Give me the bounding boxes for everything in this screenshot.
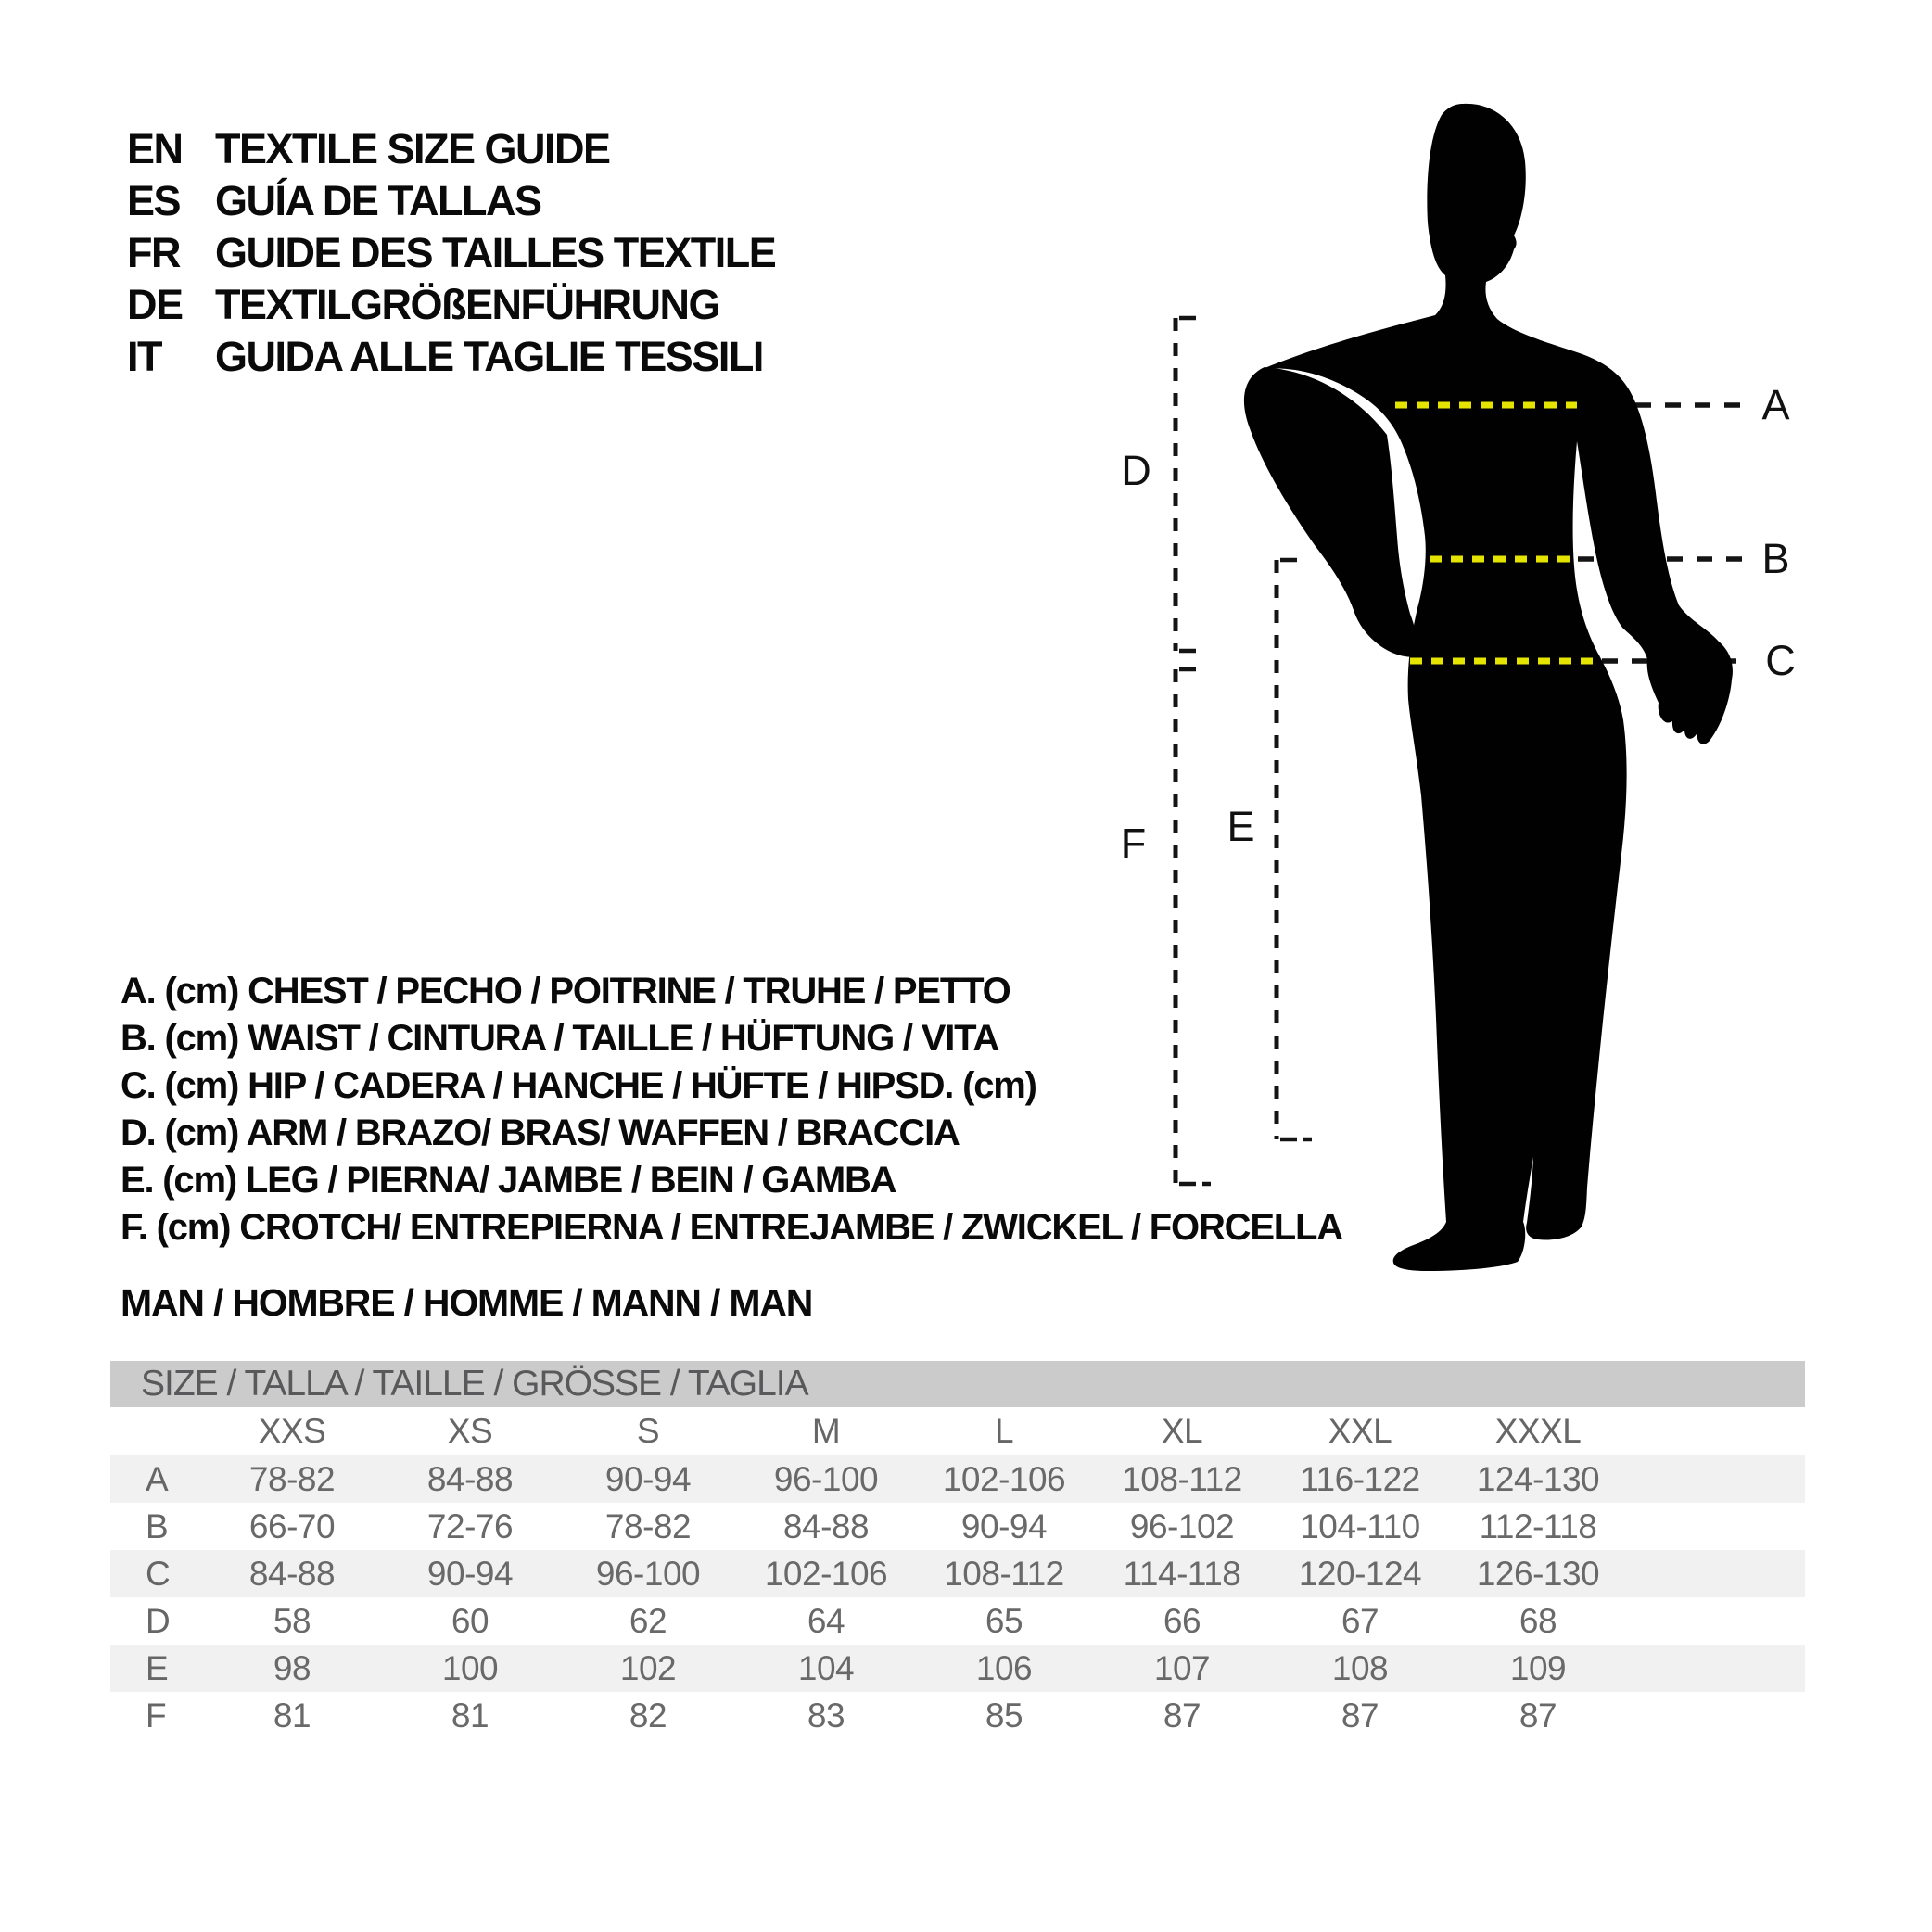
size-table-title-bar [110, 1361, 1805, 1407]
cell: 108-112 [944, 1554, 1064, 1593]
cell: 114-118 [1123, 1554, 1241, 1593]
cell: 84-88 [782, 1506, 870, 1545]
cell: 87 [1519, 1696, 1557, 1735]
label-crotch-F: F [1120, 820, 1146, 867]
cell: 84-88 [248, 1554, 336, 1593]
measurement-legend [121, 968, 1342, 1252]
label-waist-B: B [1761, 535, 1789, 582]
cell: 107 [1153, 1648, 1211, 1687]
cell: 126-130 [1476, 1554, 1600, 1593]
guide-title: GUÍA DE TALLAS [215, 177, 541, 224]
guide-title: GUIDA ALLE TAGLIE TESSILI [215, 333, 763, 380]
label-leg-E: E [1227, 803, 1254, 850]
label-hip-C: C [1765, 637, 1795, 684]
cell: 60 [451, 1601, 489, 1640]
cell: 83 [807, 1696, 845, 1735]
legend-line-waist: B. (cm) WAIST / CINTURA / TAILLE / HÜFTUNG / VITA [121, 1018, 999, 1059]
label-arm-D: D [1121, 447, 1150, 494]
cell: 66 [1163, 1601, 1201, 1640]
cell: 65 [985, 1601, 1023, 1640]
col-header-xxxl: XXXL [1494, 1412, 1582, 1450]
cell: 67 [1341, 1601, 1379, 1640]
table-row [110, 1645, 1805, 1692]
language-code: DE [127, 281, 183, 328]
col-header-m: M [811, 1412, 841, 1450]
cell: 104 [797, 1648, 855, 1687]
cell: 100 [441, 1648, 499, 1687]
legend-line-leg: E. (cm) LEG / PIERNA/ JAMBE / BEIN / GAMBA [121, 1160, 896, 1201]
cell: 87 [1163, 1696, 1201, 1735]
size-table [110, 1361, 1805, 1739]
row-label: F [146, 1696, 167, 1735]
table-row [110, 1455, 1805, 1503]
cell: 116-122 [1300, 1459, 1420, 1498]
cell: 96-100 [595, 1554, 701, 1593]
cell: 90-94 [426, 1554, 514, 1593]
cell: 81 [451, 1696, 489, 1735]
row-label: C [146, 1554, 171, 1593]
legend-line-crotch: F. (cm) CROTCH/ ENTREPIERNA / ENTREJAMBE / ZWICKEL / FORCELLA [121, 1207, 1342, 1248]
row-label: D [146, 1601, 171, 1640]
language-code: EN [127, 125, 183, 172]
cell: 85 [985, 1696, 1023, 1735]
legend-line-chest: A. (cm) CHEST / PECHO / POITRINE / TRUHE / PETTO [121, 971, 1010, 1011]
cell: 124-130 [1476, 1459, 1600, 1498]
table-row [110, 1503, 1805, 1550]
size-table-column-headers [110, 1407, 1805, 1455]
language-code: ES [127, 177, 181, 224]
cell: 68 [1519, 1601, 1557, 1640]
cell: 64 [807, 1601, 845, 1640]
cell: 112-118 [1479, 1506, 1597, 1545]
cell: 90-94 [604, 1459, 692, 1498]
cell: 108-112 [1122, 1459, 1242, 1498]
guide-title: GUIDE DES TAILLES TEXTILE [215, 229, 776, 276]
guide-title: TEXTILGRÖßENFÜHRUNG [215, 281, 719, 328]
col-header-s: S [636, 1412, 660, 1450]
label-chest-A: A [1761, 381, 1789, 428]
cell: 120-124 [1298, 1554, 1422, 1593]
guide-title: TEXTILE SIZE GUIDE [215, 125, 610, 172]
size-table-title: SIZE / TALLA / TAILLE / GRÖSSE / TAGLIA [141, 1364, 808, 1404]
cell: 102-106 [764, 1554, 888, 1593]
cell: 82 [629, 1696, 667, 1735]
cell: 102 [619, 1648, 677, 1687]
cell: 87 [1341, 1696, 1379, 1735]
cell: 102-106 [942, 1459, 1066, 1498]
cell: 66-70 [248, 1506, 336, 1545]
col-header-xxs: XXS [258, 1412, 326, 1450]
col-header-l: L [994, 1412, 1014, 1450]
row-label: B [146, 1506, 169, 1545]
col-header-xxl: XXL [1328, 1412, 1392, 1450]
table-row [110, 1550, 1805, 1597]
cell: 62 [629, 1601, 667, 1640]
cell: 96-100 [773, 1459, 879, 1498]
cell: 90-94 [960, 1506, 1048, 1545]
col-header-xs: XS [447, 1412, 493, 1450]
cell: 109 [1509, 1648, 1567, 1687]
cell: 81 [273, 1696, 311, 1735]
language-code: IT [127, 333, 161, 380]
cell: 104-110 [1300, 1506, 1420, 1545]
cell: 106 [975, 1648, 1033, 1687]
row-label: E [146, 1648, 169, 1687]
cell: 98 [273, 1648, 311, 1687]
table-row [110, 1692, 1805, 1739]
cell: 58 [273, 1601, 311, 1640]
cell: 96-102 [1129, 1506, 1235, 1545]
cell: 78-82 [604, 1506, 692, 1545]
cell: 72-76 [426, 1506, 514, 1545]
legend-line-hip: C. (cm) HIP / CADERA / HANCHE / HÜFTE / HIPSD. (cm) [121, 1065, 1036, 1106]
language-code: FR [127, 229, 180, 276]
cell: 84-88 [426, 1459, 514, 1498]
cell: 78-82 [248, 1459, 336, 1498]
table-row [110, 1597, 1805, 1645]
legend-line-arm: D. (cm) ARM / BRAZO/ BRAS/ WAFFEN / BRACCIA [121, 1112, 960, 1153]
col-header-xl: XL [1161, 1412, 1203, 1450]
cell: 108 [1331, 1648, 1389, 1687]
row-label: A [146, 1459, 169, 1498]
audience-line: MAN / HOMBRE / HOMME / MANN / MAN [121, 1281, 813, 1324]
